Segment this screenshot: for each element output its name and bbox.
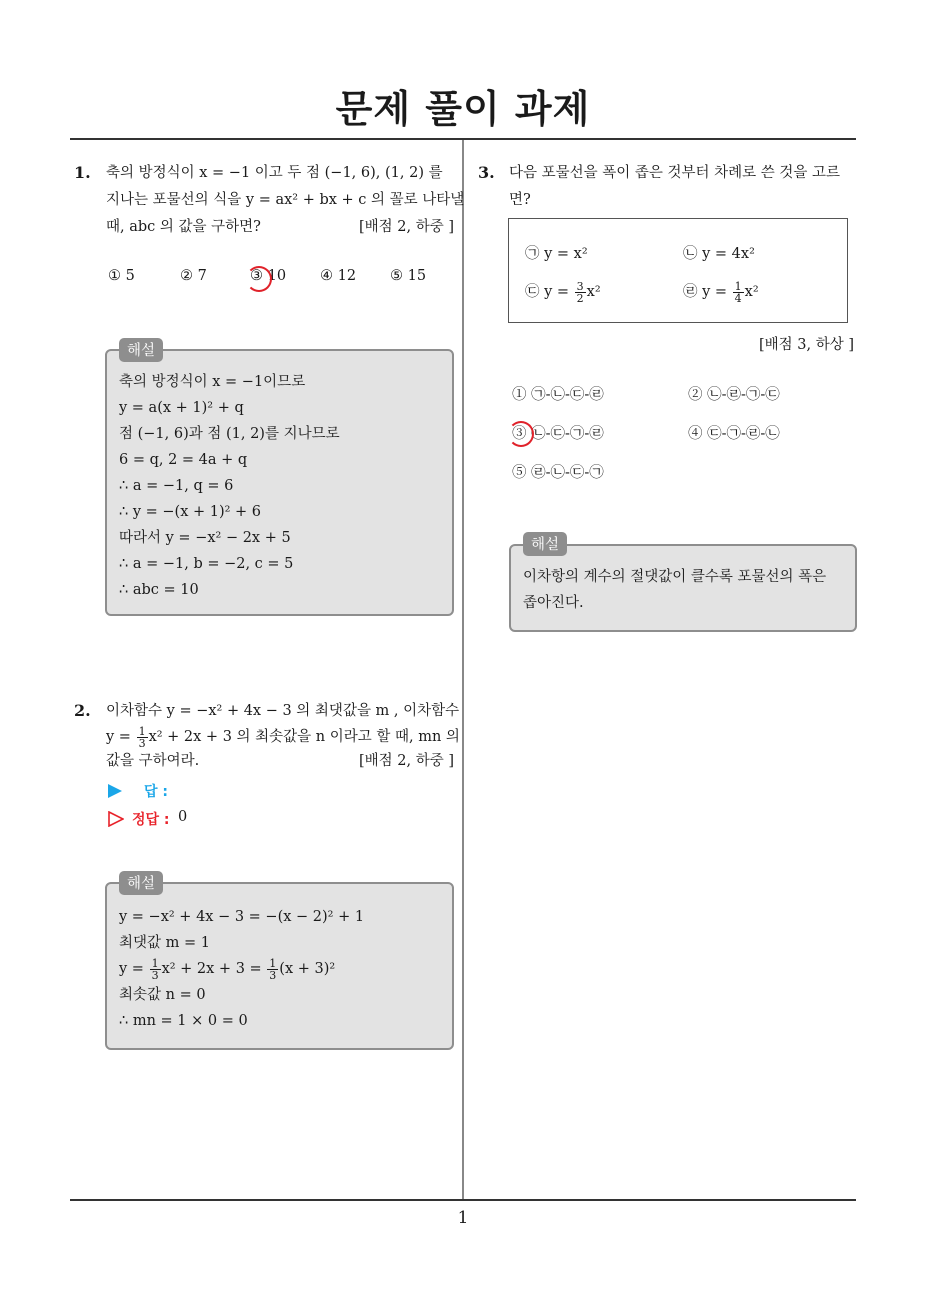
q1-choices [108,268,458,292]
solution-line: y = $\frac{1}{3}$ x² + 2x + 3 = $\frac{1}{3}$ (x + 3)² [119,956,336,982]
score-label: [배점 2, 하중 ] [358,219,454,235]
solution-line: ∴ a = −1, b = −2, c = 5 [119,556,294,572]
answer-row [108,780,308,802]
answer-arrow-icon [108,784,122,798]
correct-answer-row [108,808,308,830]
question-number: 3. [478,163,495,182]
answer-label: 답 : [144,784,168,800]
solution-line: 최솟값 n = 0 [119,987,206,1003]
choice-2[interactable]: ② ㉡-㉣-㉠-㉢ [688,387,780,403]
question-text-line: 이차함수 y = −x² + 4x − 3 의 최댓값을 m , 이차함수 [106,703,460,719]
formula-b: ㉡ y = 4x² [683,246,755,262]
page-title: 문제 풀이 과제 [335,87,591,131]
solution-line: 이차항의 계수의 절댓값이 클수록 포물선의 폭은 [523,569,827,585]
question-2 [72,698,460,778]
solution-tag: 해설 [119,871,163,895]
question-text-line: 축의 방정식이 x = −1 이고 두 점 (−1, 6), (1, 2) 를 [106,165,443,181]
solution-line: ∴ y = −(x + 1)² + 6 [119,504,262,520]
column-divider [462,140,464,1200]
solution-line: 최댓값 m = 1 [119,935,210,951]
choice-1[interactable]: ① ㉠-㉡-㉢-㉣ [512,387,604,403]
formula-c: ㉢ y = $\frac{3}{2}$ x² [525,279,601,305]
q3-solution-box [509,544,857,632]
selected-mark-icon [508,421,534,447]
question-text-line: 값을 구하여라. [106,753,200,769]
correct-arrow-icon [108,811,124,827]
question-text-line: 때, abc 의 값을 구하면? [106,219,261,235]
choice-1[interactable]: ① 5 [108,268,135,284]
choice-5[interactable]: ⑤ ㉣-㉡-㉢-㉠ [512,465,604,481]
question-text-line: 지나는 포물선의 식을 y = ax² + bx + c 의 꼴로 나타낼 [106,192,465,208]
question-number: 1. [74,163,91,182]
choice-3[interactable]: ③ ㉡-㉢-㉠-㉣ [512,426,604,442]
q2-solution-box [105,882,454,1050]
question-number: 2. [74,701,91,720]
solution-line: y = −x² + 4x − 3 = −(x − 2)² + 1 [119,909,365,925]
solution-line: 점 (−1, 6)과 점 (1, 2)를 지나므로 [119,426,340,442]
solution-tag: 해설 [119,338,163,362]
choice-5[interactable]: ⑤ 15 [390,268,427,284]
solution-tag: 해설 [523,532,567,556]
question-3 [476,160,858,216]
choice-4[interactable]: ④ 12 [320,268,357,284]
score-label: [배점 3, 하상 ] [758,337,854,353]
solution-line: 6 = q, 2 = 4a + q [119,452,248,468]
solution-line: 따라서 y = −x² − 2x + 5 [119,530,291,546]
formula-d: ㉣ y = $\frac{1}{4}$ x² [683,279,759,305]
choice-2[interactable]: ② 7 [180,268,207,284]
formula-a: ㉠ y = x² [525,246,588,262]
solution-line: 축의 방정식이 x = −1이므로 [119,374,306,390]
question-text-line: 다음 포물선을 폭이 좁은 것부터 차례로 쓴 것을 고르 [509,165,841,181]
page-number: 1 [457,1208,469,1228]
solution-line: ∴ abc = 10 [119,582,199,598]
choice-3[interactable]: ③ 10 [250,268,287,284]
correct-label: 정답 : [132,812,170,828]
selected-mark-icon [246,266,272,292]
question-text-line: 면? [509,192,531,208]
choice-4[interactable]: ④ ㉢-㉠-㉣-㉡ [688,426,780,442]
score-label: [배점 2, 하중 ] [358,753,454,769]
solution-line: 좁아진다. [523,595,584,611]
question-text-line: y = $\frac{1}{3}$ x² + 2x + 3 의 최솟값을 n 이라고 할 때, mn 의 [106,724,460,750]
footer-divider [70,1199,856,1201]
q1-solution-box [105,349,454,616]
correct-value: 0 [178,809,188,825]
formula-box [508,218,848,323]
solution-line: ∴ a = −1, q = 6 [119,478,234,494]
q3-choices [512,383,852,483]
solution-line: y = a(x + 1)² + q [119,400,244,416]
solution-line: ∴ mn = 1 × 0 = 0 [119,1013,248,1029]
